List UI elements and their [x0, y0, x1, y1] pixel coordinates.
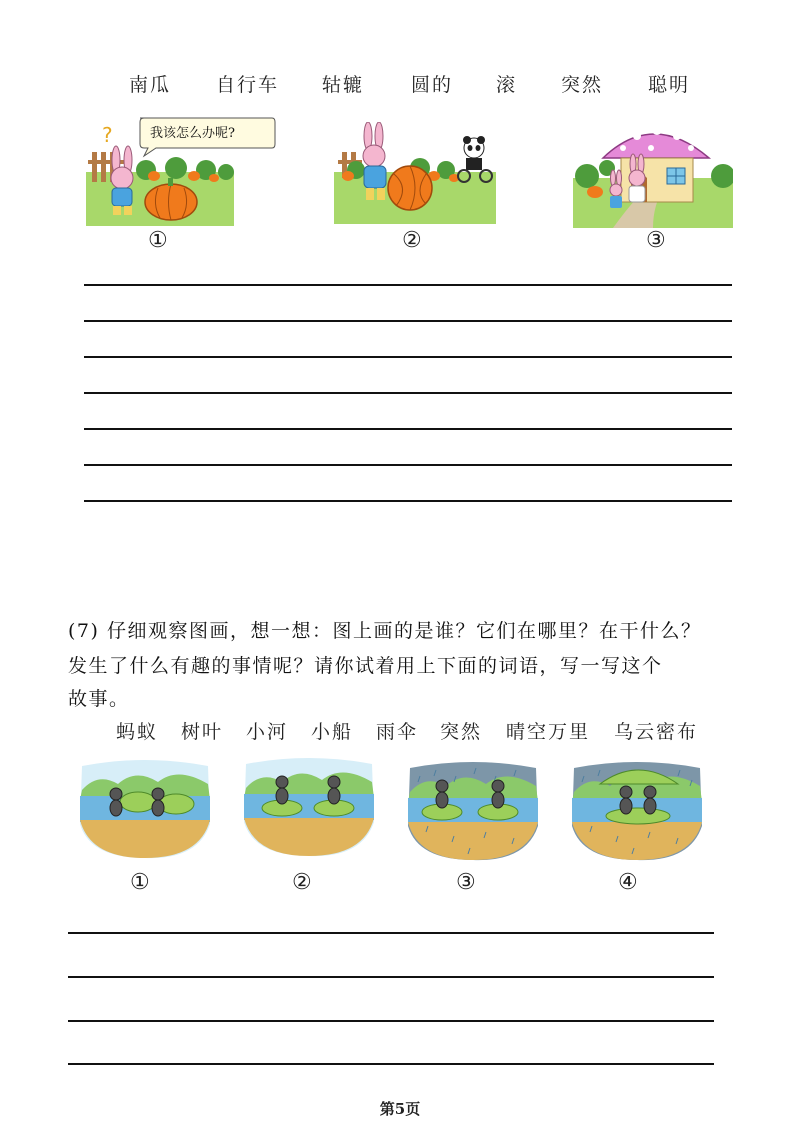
writing-line: [68, 1020, 714, 1022]
writing-line: [68, 1063, 714, 1065]
word: 蚂蚁: [116, 721, 159, 743]
picture-caption: ①: [130, 870, 150, 895]
writing-line: [84, 284, 732, 286]
question-text-line: 发生了什么有趣的事情呢？请你试着用上下面的词语，写一写这个: [68, 655, 663, 677]
question-number: (7): [68, 620, 100, 642]
word: 树叶: [181, 721, 224, 743]
word: 突然: [561, 74, 604, 96]
word: 自行车: [216, 74, 280, 96]
rolling-pumpkin: [388, 166, 432, 210]
picture-3-mushroom-house: [573, 120, 733, 230]
picture-caption: ④: [618, 870, 638, 895]
question-text-line: 仔细观察图画，想一想：图上画的是谁？它们在哪里？在干什么？: [106, 620, 702, 642]
question-text-line: 故事。: [68, 688, 130, 710]
pumpkin: [587, 186, 603, 198]
word: 小河: [246, 721, 289, 743]
word: 滚: [496, 74, 518, 96]
picture-2-rolling-pumpkin: [334, 122, 496, 226]
picture-ants-1: [78, 754, 212, 860]
writing-line: [84, 320, 732, 322]
rabbit: [363, 122, 386, 200]
writing-line: [84, 500, 732, 502]
picture-ants-3: [406, 756, 540, 862]
word: 圆的: [411, 74, 454, 96]
picture-ants-2: [242, 752, 376, 858]
word: 乌云密布: [614, 721, 699, 743]
picture-caption: ②: [402, 228, 422, 253]
writing-line: [84, 428, 732, 430]
picture-caption: ②: [292, 870, 312, 895]
picture-caption: ③: [646, 228, 666, 253]
picture-caption: ①: [148, 228, 168, 253]
picture-caption: ③: [456, 870, 476, 895]
speech-bubble-text: 我该怎么办呢?: [150, 126, 235, 141]
writing-line: [68, 932, 714, 934]
question-mark: ?: [102, 123, 113, 147]
word: 小船: [311, 721, 354, 743]
word: 雨伞: [376, 721, 419, 743]
writing-line: [84, 392, 732, 394]
word: 晴空万里: [506, 721, 591, 743]
writing-line: [84, 464, 732, 466]
word: 南瓜: [129, 74, 172, 96]
writing-line: [84, 356, 732, 358]
picture-ants-4: [570, 756, 704, 862]
writing-line: [68, 976, 714, 978]
word: 突然: [440, 721, 483, 743]
word: 聪明: [648, 74, 691, 96]
rabbit: [111, 146, 133, 215]
word: 轱辘: [322, 74, 365, 96]
page-number: 第5页: [379, 1100, 421, 1118]
